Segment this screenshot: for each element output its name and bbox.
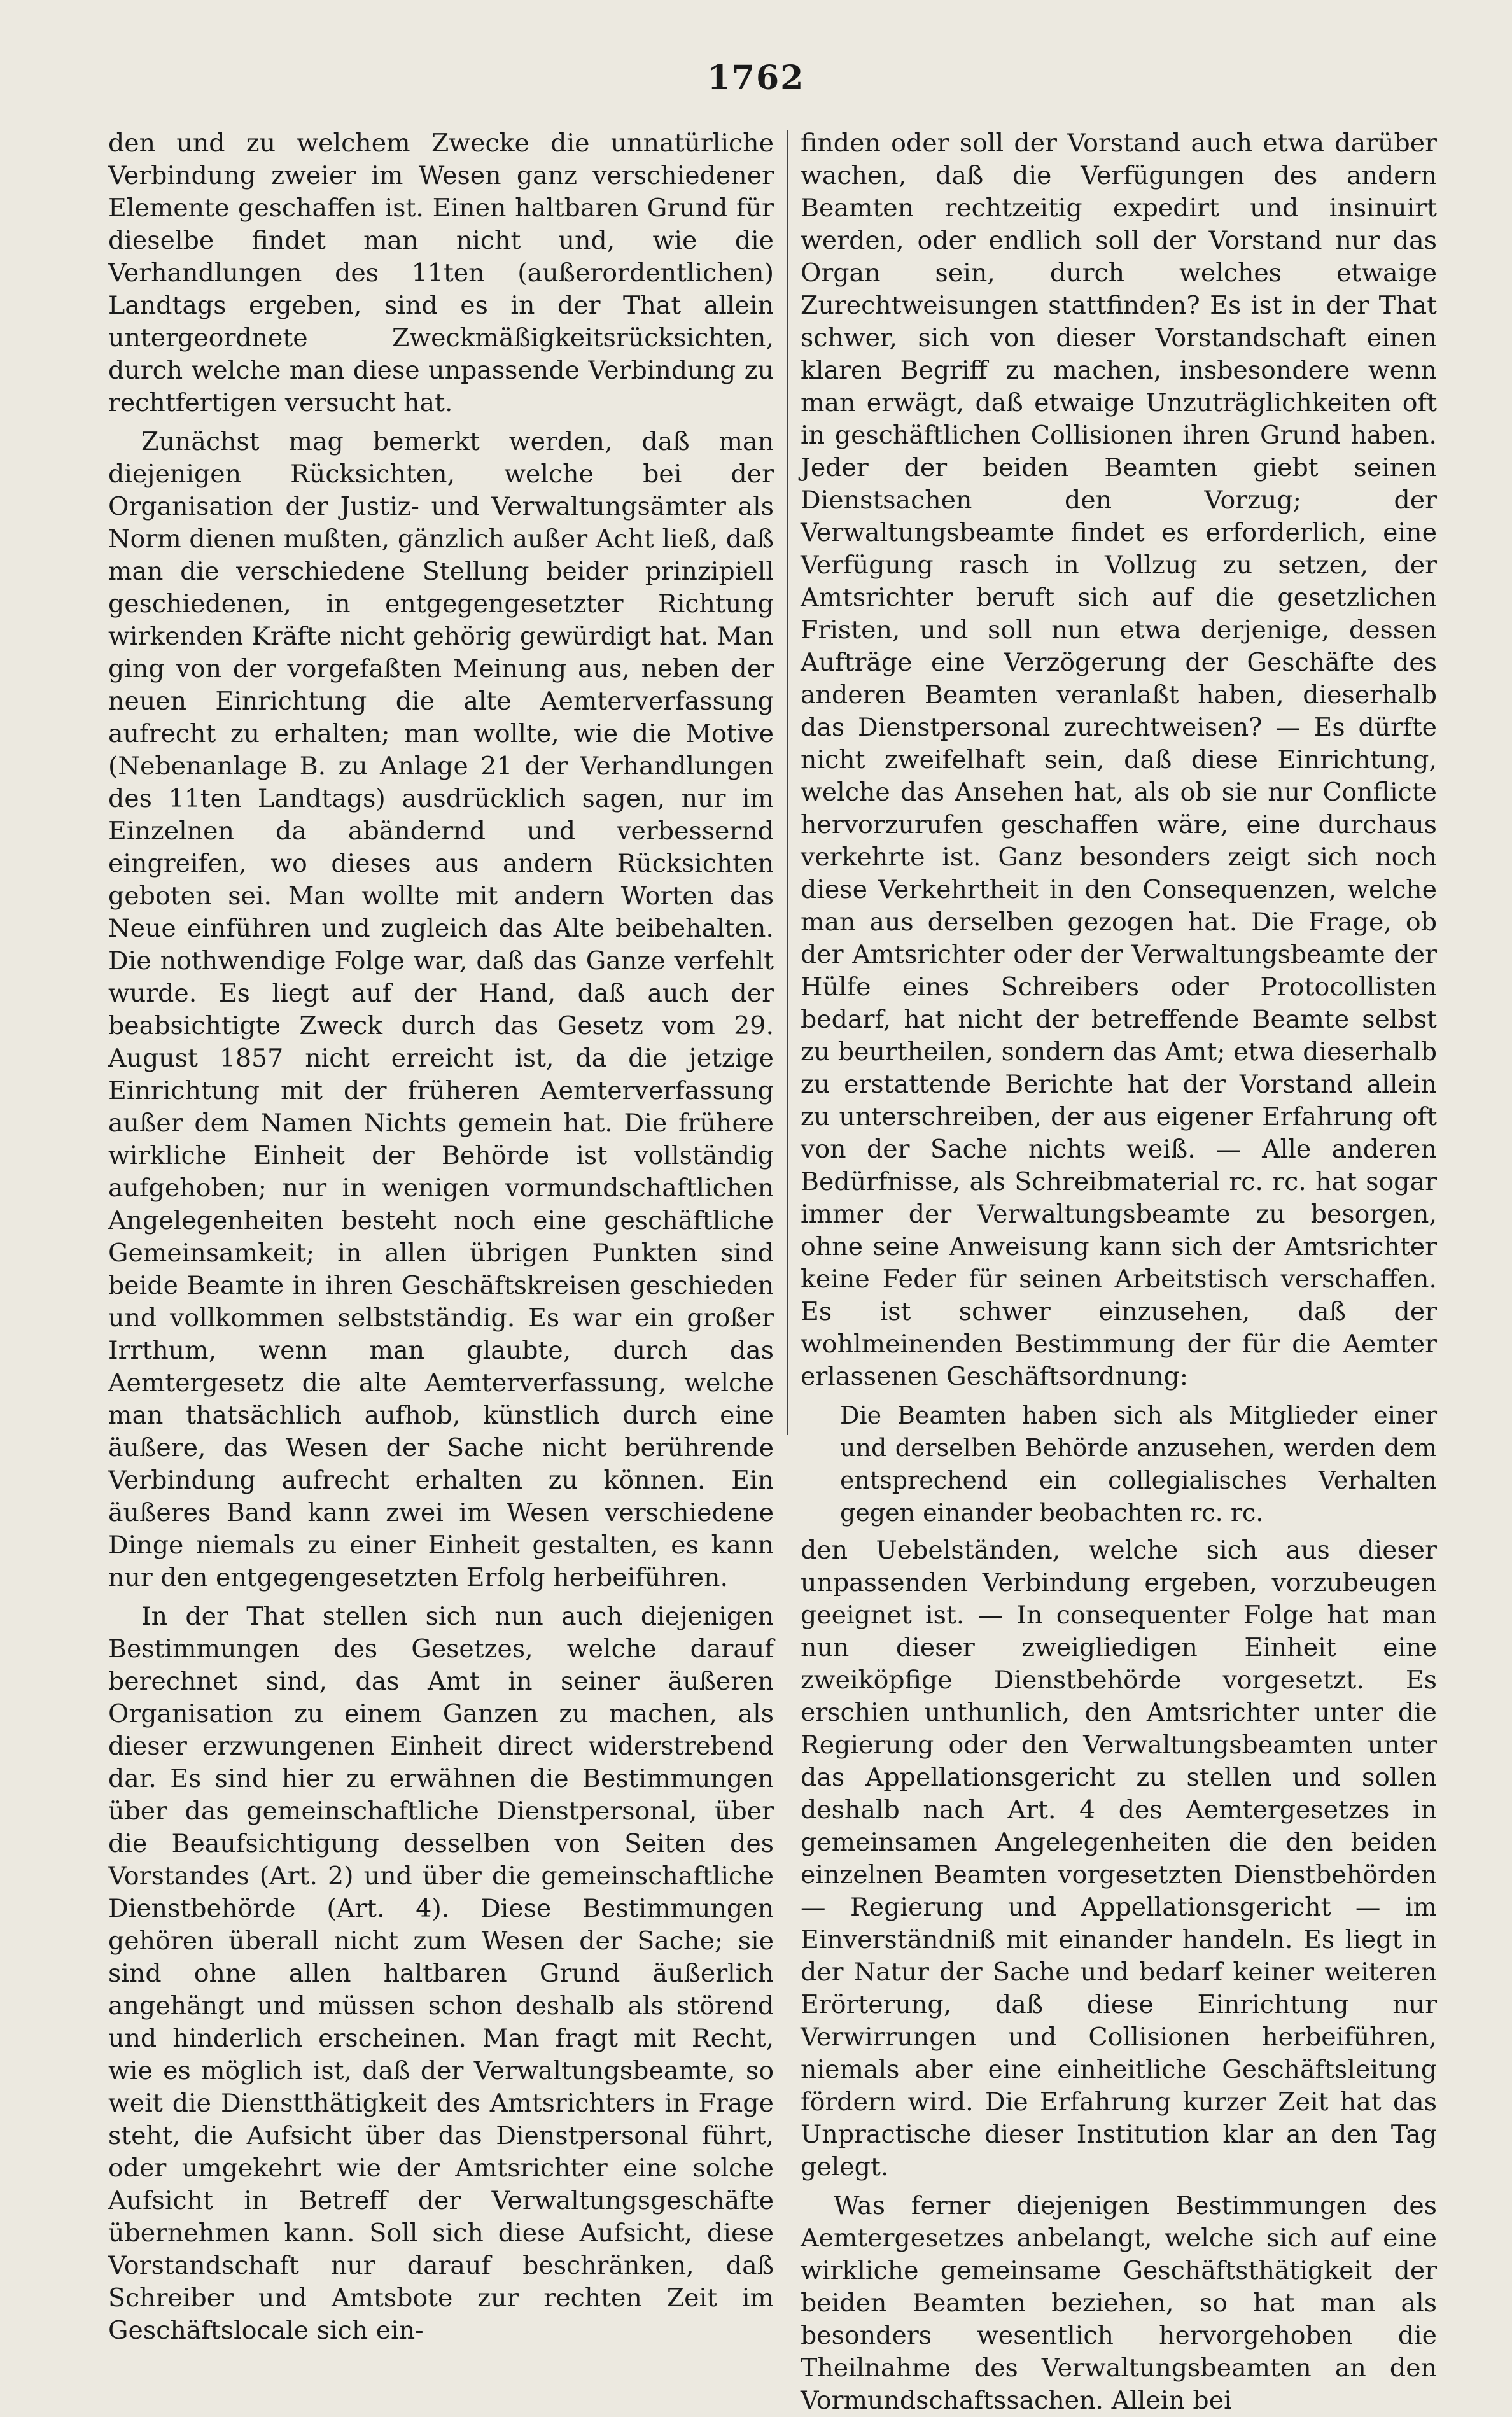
paragraph: Zunächst mag bemerkt werden, daß man diejenigen Rücksichten, welche bei der Organisation der Justiz- und Verwaltungsämter als Norm dienen mußten, gänzlich außer Acht ließ, daß man die verschiedene Stellung beider prinzipiell geschiedenen, in entgegengesetzter Richtung wirkenden Kräfte nicht gehörig gewürdigt hat. Man ging von der vorgefaßten Meinung aus, neben der neuen Einrichtung die alte Aemterverfassung aufrecht zu erhalten; man wollte, wie die Motive (Nebenanlage B. zu Anlage 21 der Verhandlungen des 11ten Landtags) ausdrücklich sagen, nur im Einzelnen da abändernd und verbessernd eingreifen, wo dieses aus andern Rücksichten geboten sei. Man wollte mit andern Worten das Neue einführen und zugleich das Alte beibehalten. Die nothwendige Folge war, daß das Ganze verfehlt wurde. Es liegt auf der Hand, daß auch der beabsichtigte Zweck durch das Gesetz vom 29. August 1857 nicht erreicht ist, da die jetzige Einrichtung mit der früheren Aemterverfassung außer dem Namen Nichts gemein hat. Die frühere wirkliche Einheit der Behörde ist vollständig aufgehoben; nur in wenigen vormundschaftlichen Angelegenheiten besteht noch eine geschäftliche Gemeinsamkeit; in allen übrigen Punkten sind beide Beamte in ihren Geschäftskreisen geschieden und vollkommen selbstständig. Es war ein großer Irrthum, wenn man glaubte, durch das Aemtergesetz die alte Aemterverfassung, welche man thatsächlich aufhob, künstlich durch eine äußere, das Wesen der Sache nicht berührende Verbindung aufrecht erhalten zu können. Ein äußeres Band kann zwei im Wesen verschiedene Dinge niemals zu einer Einheit gestalten, es kann nur den entgegengesetzten Erfolg herbeiführen. [108,427,774,1592]
page-number: 1762 [707,59,805,97]
paragraph: den Uebelständen, welche sich aus dieser unpassenden Verbindung ergeben, vorzubeugen geeignet ist. — In consequenter Folge hat man nun dieser zweigliedigen Einheit eine zweiköpfige Dienstbehörde vorgesetzt. Es erschien unthunlich, den Amtsrichter unter die Regierung oder den Verwaltungsbeamten unter das Appellationsgericht zu stellen und sollen deshalb nach Art. 4 des Aemtergesetzes in gemeinsamen Angelegenheiten die den beiden einzelnen Beamten vorgesetzten Dienstbehörden — Regierung und Appellationsgericht — im Einverständniß mit einander handeln. Es liegt in der Natur der Sache und bedarf keiner weiteren Erörterung, daß diese Einrichtung nur Verwirrungen und Collisionen herbeiführen, niemals aber eine einheitliche Geschäftsleitung fördern wird. Die Erfahrung kurzer Zeit hat das Unpractische dieser Institution klar an den Tag gelegt. [801,1536,1437,2182]
paragraph: Was ferner diejenigen Bestimmungen des Aemtergesetzes anbelangt, welche sich auf eine wirkliche gemeinsame Geschäftsthätigkeit der beiden Beamten beziehen, so hat man als besonders wesentlich hervorgehoben die Theilnahme des Verwaltungsbeamten an den Vormundschaftssachen. Allein bei [801,2191,1437,2415]
block-quote: Die Beamten haben sich als Mitglieder einer und derselben Behörde anzusehen, werden dem entsprechend ein collegialisches Verhalten gegen einander beobachten rc. rc. [840,1401,1437,1527]
paragraph: finden oder soll der Vorstand auch etwa darüber wachen, daß die Verfügungen des andern Beamten rechtzeitig expedirt und insinuirt werden, oder endlich soll der Vorstand nur das Organ sein, durch welches etwaige Zurechtweisungen stattfinden? Es ist in der That schwer, sich von dieser Vorstandschaft einen klaren Begriff zu machen, insbesondere wenn man erwägt, daß etwaige Unzuträglichkeiten oft in geschäftlichen Collisionen ihren Grund haben. Jeder der beiden Beamten giebt seinen Dienstsachen den Vorzug; der Verwaltungsbeamte findet es erforderlich, eine Verfügung rasch in Vollzug zu setzen, der Amtsrichter beruft sich auf die gesetzlichen Fristen, und soll nun etwa derjenige, dessen Aufträge eine Verzögerung der Geschäfte des anderen Beamten veranlaßt haben, dieserhalb das Dienstpersonal zurechtweisen? — Es dürfte nicht zweifelhaft sein, daß diese Einrichtung, welche das Ansehen hat, als ob sie nur Conflicte hervorzurufen geschaffen wäre, eine durchaus verkehrte ist. Ganz besonders zeigt sich noch diese Verkehrtheit in den Consequenzen, welche man aus derselben gezogen hat. Die Frage, ob der Amtsrichter oder der Verwaltungsbeamte der Hülfe eines Schreibers oder Protocollisten bedarf, hat nicht der betreffende Beamte selbst zu beurtheilen, sondern das Amt; etwa dieserhalb zu erstattende Berichte hat der Vorstand allein zu unterschreiben, der aus eigener Erfahrung oft von der Sache nichts weiß. — Alle anderen Bedürfnisse, als Schreibmaterial rc. rc. hat sogar immer der Verwaltungsbeamte zu besorgen, ohne seine Anweisung kann sich der Amtsrichter keine Feder für seinen Arbeitstisch verschaffen. Es ist schwer einzusehen, daß der wohlmeinenden Bestimmung der für die Aemter erlassenen Geschäftsordnung: [801,129,1437,1391]
left-column [108,127,774,2345]
paragraph: In der That stellen sich nun auch diejenigen Bestimmungen des Gesetzes, welche darauf berechnet sind, das Amt in seiner äußeren Organisation zu einem Ganzen zu machen, als dieser erzwungenen Einheit direct widerstrebend dar. Es sind hier zu erwähnen die Bestimmungen über das gemeinschaftliche Dienstpersonal, über die Beaufsichtigung desselben von Seiten des Vorstandes (Art. 2) und über die gemeinschaftliche Dienstbehörde (Art. 4). Diese Bestimmungen gehören überall nicht zum Wesen der Sache; sie sind ohne allen haltbaren Grund äußerlich angehängt und müssen schon deshalb als störend und hinderlich erscheinen. Man fragt mit Recht, wie es möglich ist, daß der Verwaltungsbeamte, so weit die Dienstthätigkeit des Amtsrichters in Frage steht, die Aufsicht über das Dienstpersonal führt, oder umgekehrt wie der Amtsrichter eine solche Aufsicht in Betreff der Verwaltungsgeschäfte übernehmen kann. Soll sich diese Aufsicht, diese Vorstandschaft nur darauf beschränken, daß Schreiber und Amtsbote zur rechten Zeit im Geschäftslocale sich ein- [108,1602,774,2345]
column-divider [787,130,788,1435]
right-column [801,127,1437,2415]
paragraph: den und zu welchem Zwecke die unnatürliche Verbindung zweier im Wesen ganz verschiedener Elemente geschaffen ist. Einen haltbaren Grund für dieselbe findet man nicht und, wie die Verhandlungen des 11ten (außerordentlichen) Landtags ergeben, sind es in der That allein untergeordnete Zweckmäßigkeitsrücksichten, durch welche man diese unpassende Verbindung zu rechtfertigen versucht hat. [108,129,774,417]
